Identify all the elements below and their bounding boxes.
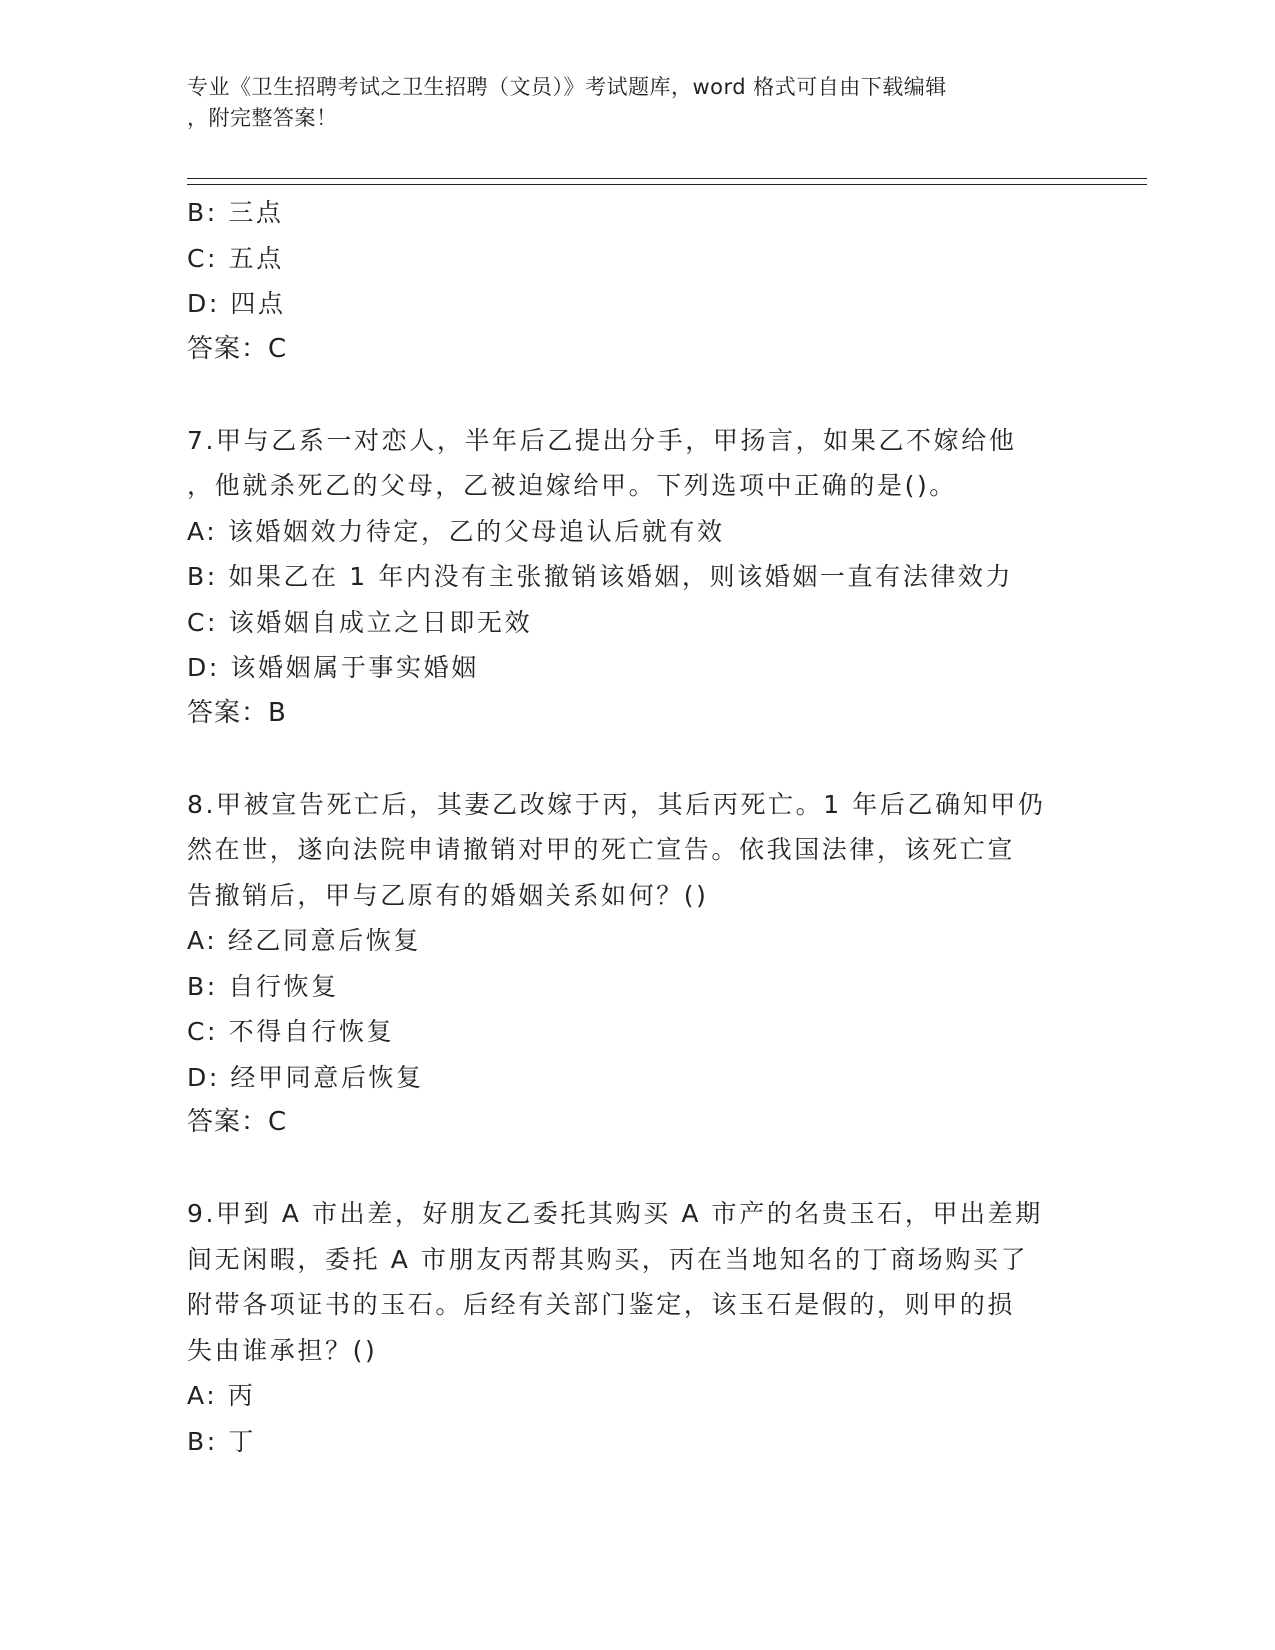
spacer <box>187 736 1087 782</box>
question-text-line: 失由谁承担？() <box>187 1335 378 1365</box>
option-d: D: 四点 <box>187 289 286 318</box>
option-a: A: 经乙同意后恢复 <box>187 926 422 955</box>
header-divider-bottom <box>187 184 1147 185</box>
question-text-line: 8.甲被宣告死亡后，其妻乙改嫁于丙，其后丙死亡。1 年后乙确知甲仍 <box>187 789 1046 819</box>
question-text-line: 附带各项证书的玉石。后经有关部门鉴定，该玉石是假的，则甲的损 <box>187 1290 1016 1319</box>
option-b: B: 如果乙在 1 年内没有主张撤销该婚姻，则该婚姻一直有法律效力 <box>187 562 1014 591</box>
option-c: C: 该婚姻自成立之日即无效 <box>187 607 533 637</box>
option-b: B: 自行恢复 <box>187 971 339 1001</box>
option-b: B: 三点 <box>187 198 284 227</box>
option-a: A: 丙 <box>187 1381 256 1410</box>
answer-line: 答案：C <box>187 333 288 364</box>
answer-line: 答案：C <box>187 1107 288 1137</box>
question-text-line: 然在世，遂向法院申请撤销对甲的死亡宣告。依我国法律，该死亡宣 <box>187 835 1016 864</box>
header-line-2: ，附完整答案！ <box>187 106 338 130</box>
question-text-line: 9.甲到 A 市出差，好朋友乙委托其购买 A 市产的名贵玉石，甲出差期 <box>187 1199 1043 1228</box>
document-header <box>187 72 1087 134</box>
spacer <box>187 1146 1087 1192</box>
answer-line: 答案：B <box>187 697 287 728</box>
question-text-line: ，他就杀死乙的父母，乙被迫嫁给甲。下列选项中正确的是()。 <box>187 471 957 500</box>
question-text-line: 间无闲暇，委托 A 市朋友丙帮其购买，丙在当地知名的丁商场购买了 <box>187 1244 1029 1274</box>
question-list <box>187 190 1087 1464</box>
header-divider-top <box>187 178 1147 179</box>
option-b: B: 丁 <box>187 1426 256 1456</box>
question-text-line: 7.甲与乙系一对恋人，半年后乙提出分手，甲扬言，如果乙不嫁给他 <box>187 425 1017 455</box>
question-text-line: 告撤销后，甲与乙原有的婚姻关系如何？() <box>187 880 709 910</box>
question-7 <box>187 418 1087 737</box>
option-c: C: 不得自行恢复 <box>187 1017 395 1046</box>
option-c: C: 五点 <box>187 243 284 273</box>
option-d: D: 经甲同意后恢复 <box>187 1062 424 1092</box>
spacer <box>187 372 1087 418</box>
header-line-1: 专业《卫生招聘考试之卫生招聘（文员）》考试题库，word 格式可自由下载编辑 <box>187 75 947 99</box>
question-8 <box>187 782 1087 1146</box>
option-d: D: 该婚姻属于事实婚姻 <box>187 653 479 682</box>
option-a: A: 该婚姻效力待定，乙的父母追认后就有效 <box>187 516 725 546</box>
question-9 <box>187 1191 1087 1464</box>
question-6 <box>187 190 1087 372</box>
